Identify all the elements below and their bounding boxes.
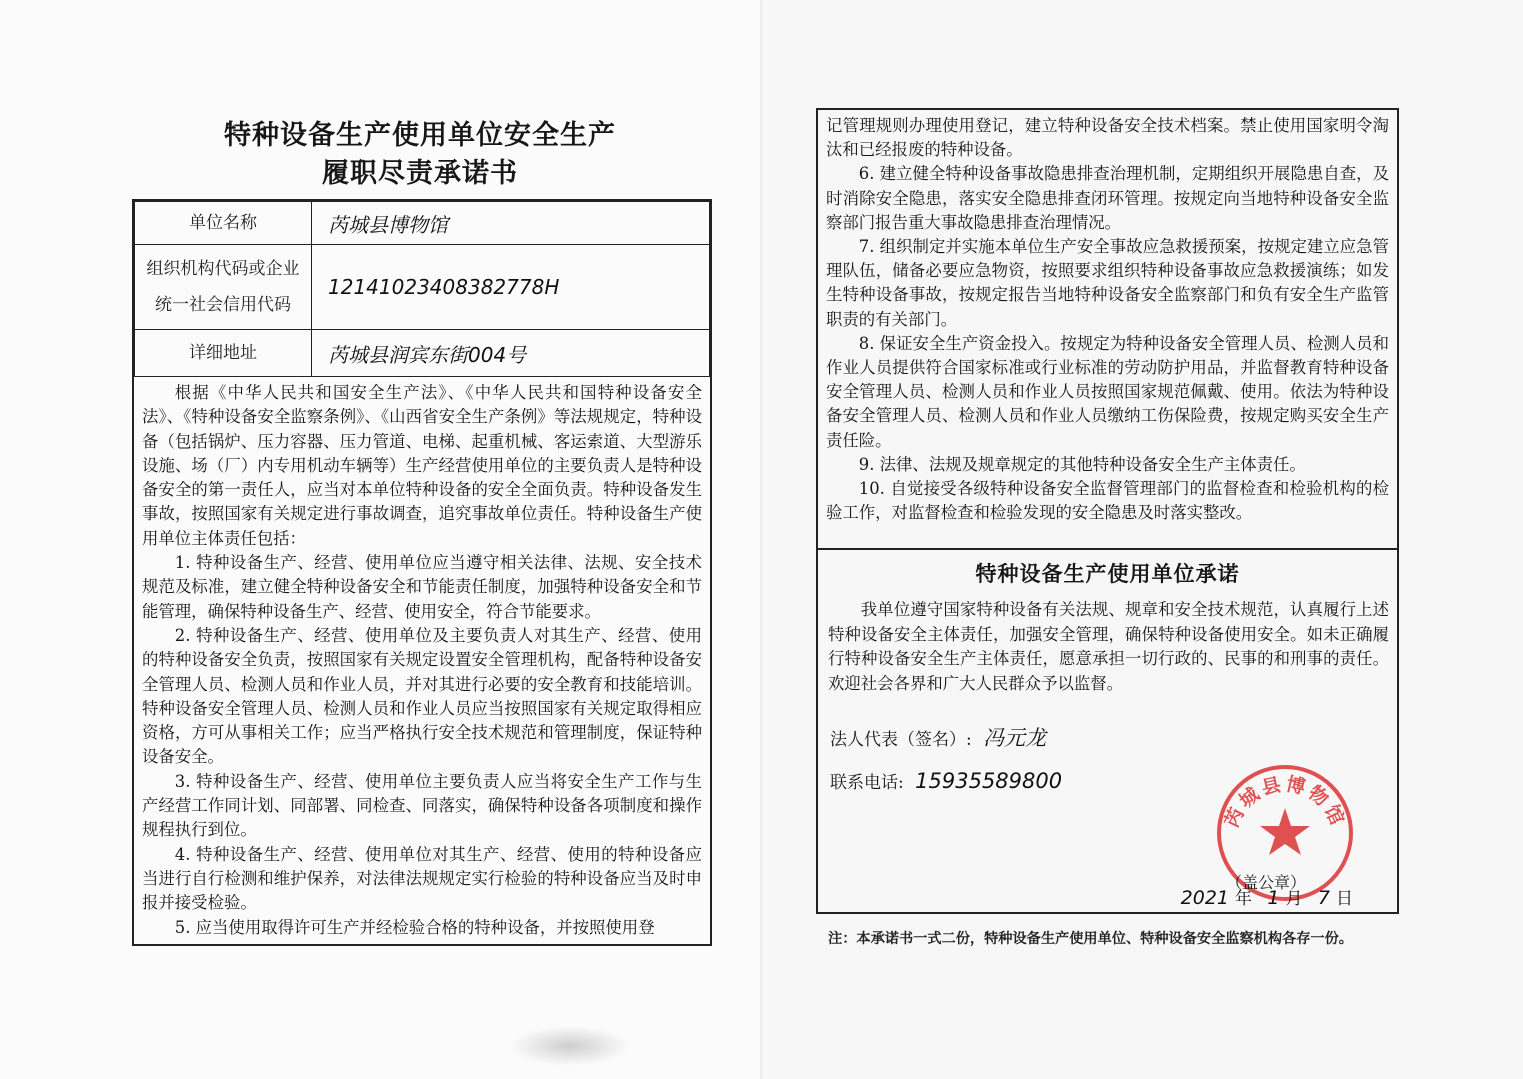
paper-smudge <box>510 1026 630 1066</box>
left-frame <box>132 199 712 946</box>
clause-8: 8. 保证安全生产资金投入。按规定为特种设备安全管理人员、检测人员和作业人员提供符合国家标准或行业标准的劳动防护用品，并监督教育特种设备安全管理人员、检测人员和作业人员按照国家规范佩戴、使用。依法为特种设备安全管理人员、检测人员和作业人员缴纳工伤保险费，按规定购买安全生产责任险。 <box>826 333 1389 450</box>
clause-10: 10. 自觉接受各级特种设备安全监督管理部门的监督检查和检验机构的检验工作，对监督检查和检验发现的安全隐患及时落实整改。 <box>826 479 1389 523</box>
credit-code-value: 12141023408382778H <box>312 245 710 330</box>
phone-label: 联系电话: <box>830 773 904 793</box>
responsibility-text-continued <box>818 110 1397 525</box>
table-row <box>135 202 710 245</box>
table-row <box>135 330 710 377</box>
footnote: 注：本承诺书一式二份，特种设备生产使用单位、特种设备安全监察机构各存一份。 <box>828 931 1353 947</box>
table-row <box>135 245 710 330</box>
clause-1: 1. 特种设备生产、经营、使用单位应当遵守相关法律、法规、安全技术规范及标准，建立健全特种设备安全和节能责任制度，加强特种设备安全和节能管理，确保特种设备生产、经营、使用安全，符合节能要求。 <box>142 553 702 621</box>
clause-4: 4. 特种设备生产、经营、使用单位对其生产、经营、使用的特种设备应当进行自行检测和维护保养，对法律法规规定实行检验的特种设备应当及时申报并接受检验。 <box>142 844 702 913</box>
legal-rep-row <box>830 722 1046 752</box>
promise-text: 我单位遵守国家特种设备有关法规、规章和安全技术规范，认真履行上述特种设备安全主体责任，加强安全管理，确保特种设备使用安全。如未正确履行特种设备安全生产主体责任，愿意承担一切行政的、民事的和刑事的责任。欢迎社会各界和广大人民群众予以监督。 <box>828 600 1389 693</box>
credit-code-label-line2: 统一社会信用代码 <box>155 295 291 315</box>
document-title-line2: 履职尽责承诺书 <box>322 158 518 189</box>
promise-section <box>818 548 1397 909</box>
date-month: 1 <box>1267 887 1280 909</box>
page-fold <box>760 0 763 1079</box>
date-year-unit: 年 <box>1235 889 1252 909</box>
clause-7: 7. 组织制定并实施本单位生产安全事故应急救援预案，按规定建立应急管理队伍，储备必要应急物资，按照要求组织特种设备事故应急救援演练；如发生特种设备事故，按规定报告当地特种设备安全监察部门和负有安全生产监管职责的有关部门。 <box>826 237 1389 329</box>
unit-name-label: 单位名称 <box>135 202 312 245</box>
clause-9: 9. 法律、法规及规章规定的其他特种设备安全生产主体责任。 <box>858 454 1306 474</box>
legal-rep-label: 法人代表（签名）: <box>830 730 972 750</box>
promise-title: 特种设备生产使用单位承诺 <box>975 561 1240 586</box>
date-day-unit: 日 <box>1336 889 1353 909</box>
clause-2: 2. 特种设备生产、经营、使用单位及主要负责人对其生产、经营、使用的特种设备安全负责，按照国家有关规定设置安全管理机构，配备特种设备安全管理人员、检测人员和作业人员，并对其进行必要的安全教育和技能培训。特种设备安全管理人员、检测人员和作业人员应当按照国家有关规定取得相应资格，方可从事相关工作；应当严格执行安全技术规范和管理制度，保证特种设备安全。 <box>142 625 702 767</box>
date-month-unit: 月 <box>1285 889 1303 909</box>
responsibility-text <box>134 377 710 940</box>
promise-body <box>818 588 1397 696</box>
intro-paragraph: 根据《中华人民共和国安全生产法》、《中华人民共和国特种设备安全法》、《特种设备安全监察条例》、《山西省安全生产条例》等法规规定，特种设备（包括锅炉、压力容器、压力管道、电梯、起重机械、客运索道、大型游乐设施、场（厂）内专用机动车辆等）生产经营使用单位的主要负责人是特种设备安全的第一责任人，应当对本单位特种设备的安全全面负责。特种设备发生事故，按照国家有关规定进行事故调查，追究事故单位责任。特种设备生产使用单位主体责任包括： <box>142 383 702 548</box>
clause-5-end: 记管理规则办理使用登记，建立特种设备安全技术档案。禁止使用国家明令淘汰和已经报废的特种设备。 <box>826 116 1389 160</box>
unit-info-table <box>134 201 710 377</box>
phone-row <box>830 768 1062 793</box>
right-frame <box>816 108 1399 914</box>
clause-3: 3. 特种设备生产、经营、使用单位主要负责人应当将安全生产工作与生产经营工作同计划、同部署、同检查、同落实，确保特种设备各项制度和操作规程执行到位。 <box>142 771 702 840</box>
legal-rep-signature: 冯元龙 <box>983 726 1047 750</box>
unit-name-value: 芮城县博物馆 <box>312 202 710 245</box>
seal-text: 芮城县博物馆 <box>1220 773 1350 831</box>
document-title-line1: 特种设备生产使用单位安全生产 <box>224 120 616 151</box>
seal-caption: （盖公章） <box>1226 873 1307 892</box>
address-value: 芮城县润宾东街004号 <box>312 330 710 377</box>
phone-value: 15935589800 <box>915 769 1063 793</box>
clause-6: 6. 建立健全特种设备事故隐患排查治理机制，定期组织开展隐患自查，及时消除安全隐患，落实安全隐患排查闭环管理。按规定向当地特种设备安全监察部门报告重大事故隐患排查治理情况。 <box>826 164 1389 232</box>
address-label: 详细地址 <box>135 330 312 377</box>
credit-code-label-line1: 组织机构代码或企业 <box>146 259 300 279</box>
clause-5-start: 5. 应当使用取得许可生产并经检验合格的特种设备，并按照使用登 <box>174 917 655 937</box>
credit-code-label <box>135 245 312 330</box>
date-year: 2021 <box>1180 887 1229 909</box>
date-day: 7 <box>1317 887 1330 909</box>
sign-date <box>1181 884 1353 909</box>
